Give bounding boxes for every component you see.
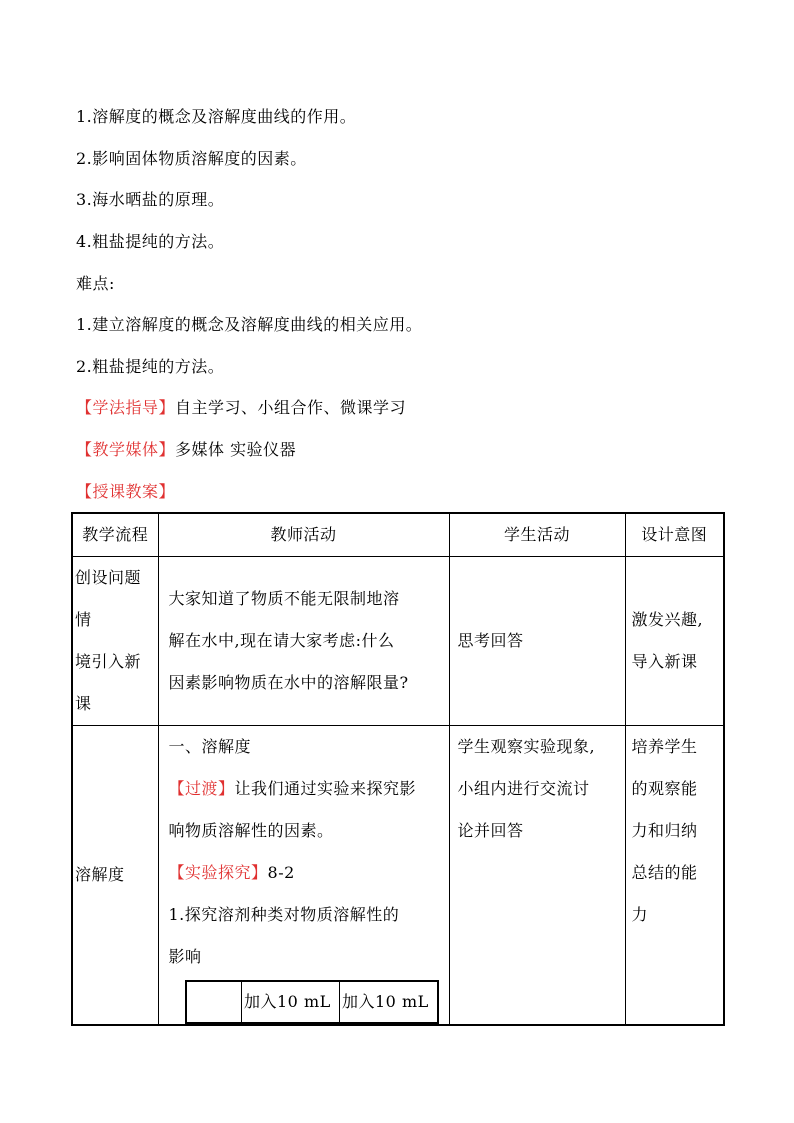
explore-label: 【实验探究】 [168, 863, 268, 882]
row1-intent: 激发兴趣, 导入新课 [625, 557, 724, 726]
experiment-cell-add-1: 加入10 mL [242, 981, 340, 1023]
row1-student: 思考回答 [449, 557, 625, 726]
difficulty-point-2: 2.粗盐提纯的方法。 [76, 357, 225, 376]
table-row [186, 981, 438, 1023]
header-teacher: 教师活动 [158, 513, 449, 557]
media-line [76, 439, 296, 461]
header-process: 教学流程 [72, 513, 158, 557]
lesson-table [71, 512, 725, 1026]
lesson-plan-heading [76, 481, 175, 503]
row2-intent: 培养学生 的观察能 力和归纳 总结的能 力 [625, 726, 724, 1026]
experiment-table [185, 980, 439, 1024]
table-row [72, 726, 724, 1026]
focus-point-2: 2.影响固体物质溶解度的因素。 [76, 149, 307, 168]
study-method-label: 【学法指导】 [76, 398, 176, 417]
row1-teacher: 大家知道了物质不能无限制地溶 解在水中,现在请大家考虑:什么 因素影响物质在水中的溶解限量? [158, 557, 449, 726]
row1-process: 创设问题 情 境引入新 课 [72, 557, 158, 726]
table-header-row [72, 513, 724, 557]
table-row [72, 557, 724, 726]
study-method-line [76, 397, 406, 419]
experiment-cell-blank [186, 981, 242, 1023]
lesson-plan-label: 【授课教案】 [76, 482, 176, 501]
row2-process: 溶解度 [72, 726, 158, 1026]
focus-point-1: 1.溶解度的概念及溶解度曲线的作用。 [76, 107, 357, 126]
difficulty-point-1: 1.建立溶解度的概念及溶解度曲线的相关应用。 [76, 315, 423, 334]
focus-point-4: 4.粗盐提纯的方法。 [76, 232, 225, 251]
row2-teacher: 一、溶解度 【过渡】让我们通过实验来探究影 响物质溶解性的因素。 【实验探究】8-2 1.探究溶剂种类对物质溶解性的 影响 加入10 mL 加入10 mL [158, 726, 449, 1026]
experiment-cell-add-2: 加入10 mL [340, 981, 438, 1023]
media-text: 多媒体 实验仪器 [175, 440, 297, 459]
transition-label: 【过渡】 [168, 779, 235, 798]
focus-point-3: 3.海水晒盐的原理。 [76, 190, 225, 209]
row2-student: 学生观察实验现象, 小组内进行交流讨 论并回答 [449, 726, 625, 1026]
media-label: 【教学媒体】 [76, 440, 176, 459]
study-method-text: 自主学习、小组合作、微课学习 [175, 398, 407, 417]
difficulty-heading: 难点: [76, 274, 115, 293]
header-intent: 设计意图 [625, 513, 724, 557]
header-student: 学生活动 [449, 513, 625, 557]
